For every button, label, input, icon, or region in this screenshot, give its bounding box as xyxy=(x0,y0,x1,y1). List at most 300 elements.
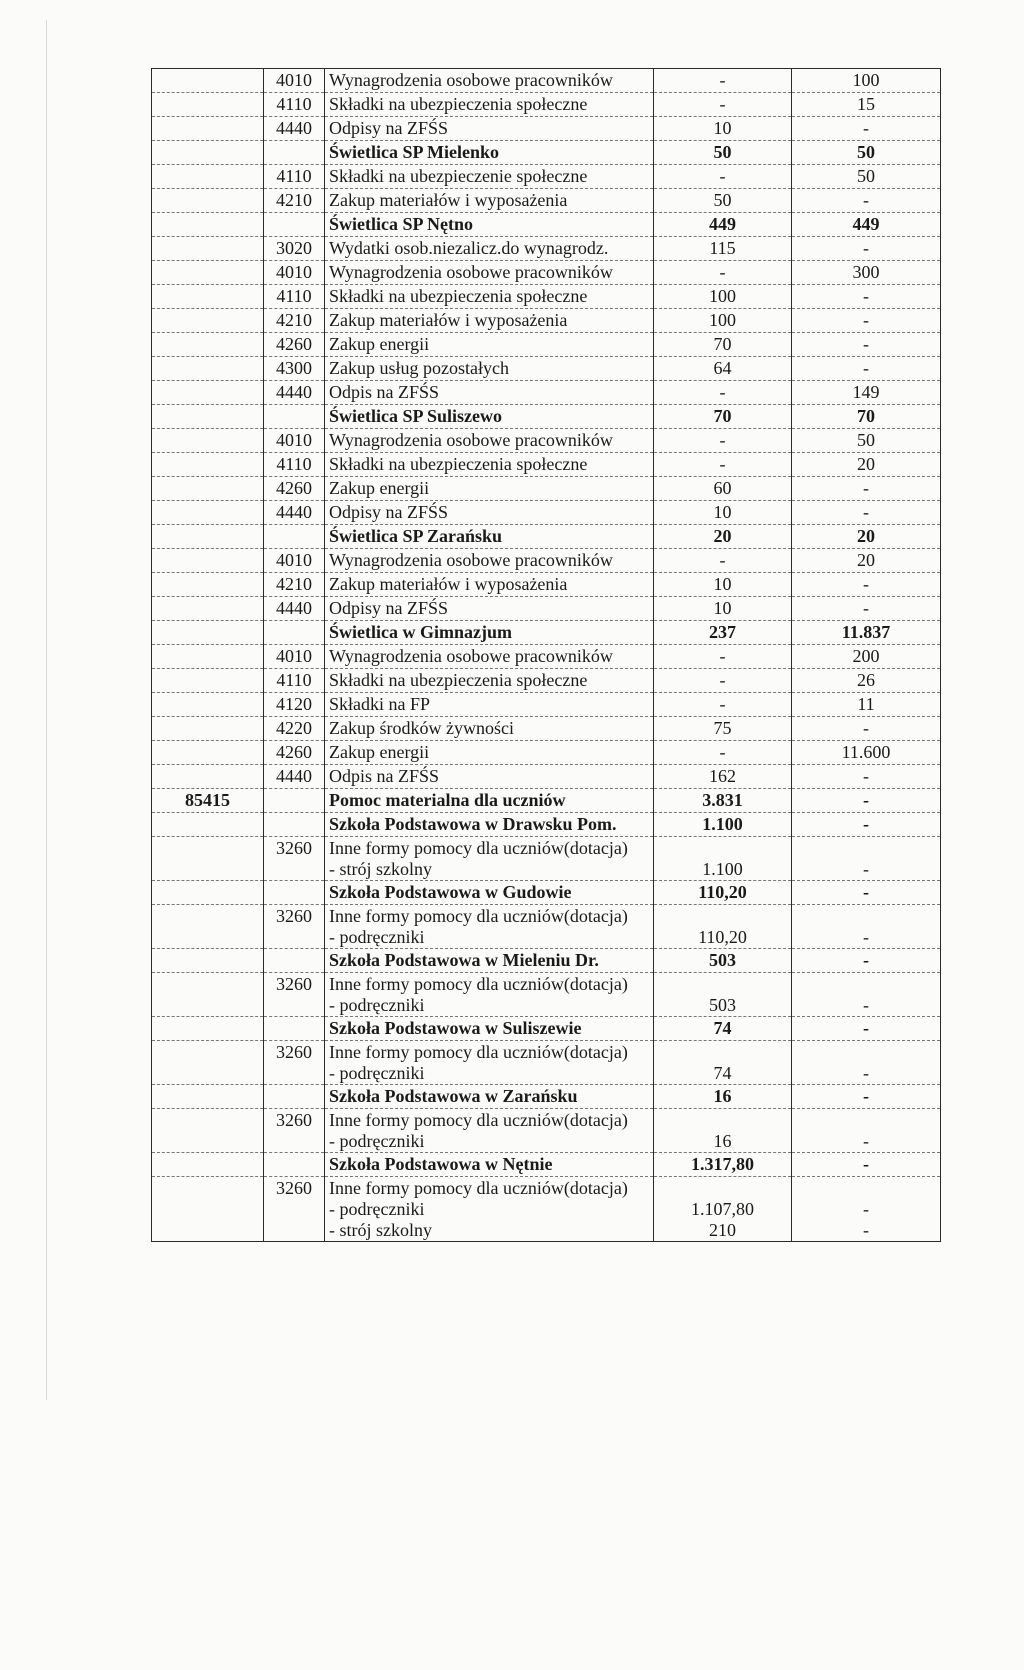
amount-cell-1-text xyxy=(658,974,787,995)
name-cell-text: Świetlica SP Suliszewo xyxy=(329,406,503,426)
name-cell-text: Składki na ubezpieczenia społeczne xyxy=(329,670,588,690)
paragraph-cell xyxy=(264,669,325,693)
amount-cell-2 xyxy=(792,813,941,837)
amount-cell-2 xyxy=(792,165,941,189)
name-cell-text: Zakup środków żywności xyxy=(329,718,514,738)
paragraph-cell xyxy=(264,1017,325,1041)
amount-cell-2 xyxy=(792,1085,941,1109)
name-cell xyxy=(325,693,654,717)
name-cell-text: Zakup energii xyxy=(329,334,430,354)
amount-cell-1-text: 50 xyxy=(713,190,732,210)
subtotal-row xyxy=(152,1017,941,1041)
paragraph-cell-text: 4260 xyxy=(276,478,312,498)
dzial-cell-text xyxy=(156,1110,259,1131)
table-row xyxy=(152,381,941,405)
dzial-cell-text xyxy=(156,142,259,163)
amount-cell-2 xyxy=(792,1109,941,1153)
subtotal-row xyxy=(152,213,941,237)
amount-cell-1 xyxy=(654,381,792,405)
dzial-cell xyxy=(152,381,264,405)
name-cell xyxy=(325,905,654,949)
amount-cell-1-text: 100 xyxy=(709,310,736,330)
dzial-cell-text xyxy=(156,310,259,331)
amount-cell-1 xyxy=(654,973,792,1017)
name-cell xyxy=(325,741,654,765)
paragraph-cell-text: 4210 xyxy=(276,190,312,210)
paragraph-cell xyxy=(264,1041,325,1085)
dzial-cell-text xyxy=(156,1042,259,1063)
paragraph-cell-text: 4440 xyxy=(276,118,312,138)
paragraph-cell-text: 3260 xyxy=(276,1110,312,1130)
dzial-cell xyxy=(152,69,264,93)
dzial-cell xyxy=(152,93,264,117)
amount-cell-1-text: 70 xyxy=(713,406,732,426)
paragraph-cell xyxy=(264,1177,325,1242)
dzial-cell xyxy=(152,881,264,905)
name-cell xyxy=(325,477,654,501)
paragraph-cell xyxy=(264,621,325,645)
budget-table-body xyxy=(152,69,941,1242)
amount-cell-2-text: 50 xyxy=(857,166,875,186)
name-cell xyxy=(325,813,654,837)
dzial-cell xyxy=(152,237,264,261)
name-cell-text: Wynagrodzenia osobowe pracowników xyxy=(329,430,613,450)
paragraph-cell-text: 4010 xyxy=(276,550,312,570)
amount-cell-2-text: - xyxy=(863,1154,869,1174)
amount-cell-1 xyxy=(654,813,792,837)
name-cell-text: Szkoła Podstawowa w Mieleniu Dr. xyxy=(329,950,599,970)
amount-cell-1 xyxy=(654,261,792,285)
amount-cell-1 xyxy=(654,645,792,669)
paragraph-cell xyxy=(264,285,325,309)
paragraph-cell xyxy=(264,429,325,453)
amount-cell-2 xyxy=(792,117,941,141)
paragraph-cell-text: 4210 xyxy=(276,574,312,594)
name-cell-text: Wydatki osob.niezalicz.do wynagrodz. xyxy=(329,238,609,258)
dzial-cell-text xyxy=(156,814,259,835)
paragraph-cell-text xyxy=(268,1018,320,1039)
name-cell xyxy=(325,669,654,693)
amount-cell-2 xyxy=(792,1041,941,1085)
amount-cell-2 xyxy=(792,333,941,357)
amount-cell-1-text: - xyxy=(719,454,726,474)
table-row xyxy=(152,429,941,453)
amount-cell-2-text: - xyxy=(863,118,869,138)
subtotal-row xyxy=(152,949,941,973)
paragraph-cell xyxy=(264,837,325,881)
dzial-cell-text xyxy=(156,358,259,379)
name-cell-text: Świetlica SP Zarańsku xyxy=(329,526,503,546)
dzial-cell xyxy=(152,357,264,381)
amount-cell-1-text: 10 xyxy=(713,574,732,594)
amount-cell-2-text: - xyxy=(863,1131,869,1151)
dzial-cell xyxy=(152,549,264,573)
name-cell-text: Szkoła Podstawowa w Gudowie xyxy=(329,882,572,902)
dzial-cell xyxy=(152,765,264,789)
amount-cell-2-text: - xyxy=(863,502,869,522)
table-row xyxy=(152,501,941,525)
name-cell-text: - podręczniki xyxy=(329,1063,425,1083)
table-row xyxy=(152,765,941,789)
dzial-cell xyxy=(152,309,264,333)
paragraph-cell-text: 4440 xyxy=(276,598,312,618)
table-row xyxy=(152,1177,941,1242)
subtotal-row xyxy=(152,141,941,165)
paragraph-cell xyxy=(264,525,325,549)
amount-cell-1 xyxy=(654,621,792,645)
amount-cell-2 xyxy=(792,525,941,549)
dzial-cell-text xyxy=(156,286,259,307)
amount-cell-1 xyxy=(654,549,792,573)
paragraph-cell xyxy=(264,1153,325,1177)
subtotal-row xyxy=(152,813,941,837)
amount-cell-2-text: - xyxy=(863,238,869,258)
paragraph-cell-text: 4010 xyxy=(276,430,312,450)
paragraph-cell xyxy=(264,309,325,333)
dzial-cell xyxy=(152,1109,264,1153)
amount-cell-2-text: 20 xyxy=(857,550,875,570)
amount-cell-1 xyxy=(654,405,792,429)
amount-cell-2-text: - xyxy=(863,334,869,354)
subtotal-row xyxy=(152,1085,941,1109)
amount-cell-1 xyxy=(654,1085,792,1109)
name-cell xyxy=(325,285,654,309)
dzial-cell-text xyxy=(156,190,259,211)
paragraph-cell xyxy=(264,189,325,213)
amount-cell-1-text: 60 xyxy=(713,478,732,498)
name-cell xyxy=(325,501,654,525)
paragraph-cell-text: 4440 xyxy=(276,766,312,786)
dzial-cell-text xyxy=(156,550,259,571)
amount-cell-1-text: - xyxy=(719,670,726,690)
name-cell xyxy=(325,69,654,93)
amount-cell-2-text xyxy=(796,974,936,995)
name-cell-text: Odpisy na ZFŚS xyxy=(329,502,449,522)
amount-cell-2 xyxy=(792,501,941,525)
paragraph-cell xyxy=(264,117,325,141)
name-cell xyxy=(325,1017,654,1041)
amount-cell-1-text: - xyxy=(719,694,726,714)
amount-cell-2-text: - xyxy=(863,927,869,947)
amount-cell-2-text: - xyxy=(863,358,869,378)
amount-cell-2-text: - xyxy=(863,190,869,210)
amount-cell-2-text: - xyxy=(863,1086,869,1106)
amount-cell-1 xyxy=(654,573,792,597)
amount-cell-1-text: 10 xyxy=(713,598,732,618)
amount-cell-1-text: 75 xyxy=(713,718,732,738)
amount-cell-2-text: - xyxy=(863,766,869,786)
name-cell-text: Zakup usług pozostałych xyxy=(329,358,509,378)
amount-cell-1 xyxy=(654,949,792,973)
dzial-cell xyxy=(152,717,264,741)
dzial-cell xyxy=(152,645,264,669)
name-cell-text: Szkoła Podstawowa w Nętnie xyxy=(329,1154,553,1174)
paragraph-cell-text xyxy=(268,1086,320,1107)
table-row xyxy=(152,333,941,357)
paragraph-cell xyxy=(264,405,325,429)
paragraph-cell-text: 4260 xyxy=(276,742,312,762)
amount-cell-1 xyxy=(654,213,792,237)
paragraph-cell-text: 4300 xyxy=(276,358,312,378)
paragraph-cell xyxy=(264,141,325,165)
page-edge-line xyxy=(46,20,47,1400)
amount-cell-2-text: - xyxy=(863,1199,869,1219)
dzial-cell xyxy=(152,453,264,477)
name-cell-text: Wynagrodzenia osobowe pracowników xyxy=(329,550,613,570)
table-row xyxy=(152,117,941,141)
dzial-cell-text xyxy=(156,718,259,739)
dzial-cell xyxy=(152,1017,264,1041)
name-cell xyxy=(325,949,654,973)
name-cell xyxy=(325,1153,654,1177)
amount-cell-2 xyxy=(792,381,941,405)
paragraph-cell-text xyxy=(268,882,320,903)
dzial-cell-text xyxy=(156,838,259,859)
name-cell-text: Inne formy pomocy dla uczniów(dotacja) xyxy=(329,1042,628,1062)
table-row xyxy=(152,597,941,621)
name-cell xyxy=(325,213,654,237)
dzial-cell xyxy=(152,285,264,309)
name-cell-text: Odpisy na ZFŚS xyxy=(329,598,449,618)
dzial-cell xyxy=(152,261,264,285)
name-cell-text: - strój szkolny xyxy=(329,1220,432,1240)
paragraph-cell xyxy=(264,881,325,905)
amount-cell-1-text: 1.100 xyxy=(702,814,743,834)
amount-cell-2-text xyxy=(796,1178,936,1199)
paragraph-cell xyxy=(264,597,325,621)
dzial-cell-text xyxy=(156,382,259,403)
amount-cell-2-text: 20 xyxy=(857,454,875,474)
paragraph-cell-text: 4110 xyxy=(276,286,312,306)
amount-cell-1-text: 20 xyxy=(713,526,732,546)
dzial-cell xyxy=(152,597,264,621)
paragraph-cell xyxy=(264,501,325,525)
amount-cell-1 xyxy=(654,285,792,309)
paragraph-cell xyxy=(264,765,325,789)
amount-cell-1 xyxy=(654,881,792,905)
amount-cell-1-text: 503 xyxy=(709,995,736,1015)
amount-cell-1 xyxy=(654,69,792,93)
paragraph-cell-text xyxy=(268,526,320,547)
table-row xyxy=(152,905,941,949)
amount-cell-2-text: - xyxy=(863,790,869,810)
dzial-cell xyxy=(152,1085,264,1109)
paragraph-cell-text xyxy=(268,622,320,643)
dzial-cell xyxy=(152,117,264,141)
amount-cell-1 xyxy=(654,1109,792,1153)
dzial-cell-text xyxy=(156,974,259,995)
amount-cell-1-text: - xyxy=(719,646,726,666)
amount-cell-2-text: 50 xyxy=(857,430,875,450)
table-row xyxy=(152,477,941,501)
amount-cell-2 xyxy=(792,881,941,905)
dzial-cell-text xyxy=(156,622,259,643)
paragraph-cell-text xyxy=(268,814,320,835)
amount-cell-2 xyxy=(792,213,941,237)
amount-cell-1-text: 237 xyxy=(709,622,736,642)
paragraph-cell xyxy=(264,333,325,357)
name-cell xyxy=(325,525,654,549)
amount-cell-2 xyxy=(792,189,941,213)
amount-cell-2-text: 50 xyxy=(857,142,875,162)
amount-cell-1 xyxy=(654,1153,792,1177)
name-cell-text: Składki na ubezpieczenia społeczne xyxy=(329,94,588,114)
amount-cell-2 xyxy=(792,597,941,621)
table-row xyxy=(152,453,941,477)
dzial-cell xyxy=(152,669,264,693)
amount-cell-2 xyxy=(792,309,941,333)
paragraph-cell xyxy=(264,1109,325,1153)
amount-cell-2 xyxy=(792,669,941,693)
amount-cell-2 xyxy=(792,237,941,261)
amount-cell-1-text: 74 xyxy=(713,1018,732,1038)
name-cell xyxy=(325,429,654,453)
amount-cell-2-text: - xyxy=(863,574,869,594)
table-row xyxy=(152,69,941,93)
amount-cell-2 xyxy=(792,949,941,973)
paragraph-cell-text: 3020 xyxy=(276,238,312,258)
name-cell-text: Świetlica SP Mielenko xyxy=(329,142,499,162)
name-cell-text: Zakup materiałów i wyposażenia xyxy=(329,574,568,594)
amount-cell-2 xyxy=(792,837,941,881)
amount-cell-2-text: - xyxy=(863,1220,869,1240)
name-cell xyxy=(325,765,654,789)
amount-cell-2-text: 11.600 xyxy=(841,742,891,762)
amount-cell-2-text: 149 xyxy=(852,382,880,402)
amount-cell-2-text: - xyxy=(863,598,869,618)
table-row xyxy=(152,645,941,669)
name-cell xyxy=(325,1177,654,1242)
amount-cell-2 xyxy=(792,905,941,949)
amount-cell-2-text: 449 xyxy=(852,214,880,234)
paragraph-cell-text: 4210 xyxy=(276,310,312,330)
amount-cell-2 xyxy=(792,93,941,117)
name-cell-text: Odpisy na ZFŚS xyxy=(329,118,449,138)
name-cell-text: Wynagrodzenia osobowe pracowników xyxy=(329,70,613,90)
amount-cell-2-text: 20 xyxy=(857,526,875,546)
dzial-cell xyxy=(152,333,264,357)
amount-cell-1-text: 1.317,80 xyxy=(691,1154,754,1174)
section-row xyxy=(152,789,941,813)
paragraph-cell xyxy=(264,905,325,949)
name-cell xyxy=(325,261,654,285)
amount-cell-2-text: - xyxy=(863,286,869,306)
table-row xyxy=(152,837,941,881)
amount-cell-2-text: - xyxy=(863,718,869,738)
dzial-cell-text xyxy=(156,166,259,187)
dzial-cell-text xyxy=(156,118,259,139)
amount-cell-1-text: 64 xyxy=(713,358,732,378)
dzial-cell-text xyxy=(156,1154,259,1175)
table-row xyxy=(152,165,941,189)
dzial-cell-text xyxy=(156,502,259,523)
paragraph-cell-text: 4010 xyxy=(276,262,312,282)
dzial-cell xyxy=(152,949,264,973)
paragraph-cell xyxy=(264,93,325,117)
amount-cell-1-text: 110,20 xyxy=(698,882,747,902)
amount-cell-2 xyxy=(792,357,941,381)
name-cell xyxy=(325,1109,654,1153)
dzial-cell-text xyxy=(156,430,259,451)
amount-cell-2 xyxy=(792,741,941,765)
amount-cell-1-text: 110,20 xyxy=(698,927,747,947)
amount-cell-1-text: - xyxy=(719,94,726,114)
table-row xyxy=(152,741,941,765)
paragraph-cell xyxy=(264,813,325,837)
dzial-cell xyxy=(152,189,264,213)
amount-cell-1-text: - xyxy=(719,430,726,450)
amount-cell-1-text: - xyxy=(719,262,726,282)
table-row xyxy=(152,669,941,693)
amount-cell-1 xyxy=(654,309,792,333)
paragraph-cell-text: 4220 xyxy=(276,718,312,738)
amount-cell-2 xyxy=(792,1153,941,1177)
table-row xyxy=(152,237,941,261)
name-cell xyxy=(325,189,654,213)
amount-cell-2 xyxy=(792,621,941,645)
amount-cell-1-text: 10 xyxy=(713,118,732,138)
amount-cell-1-text xyxy=(658,1178,787,1199)
dzial-cell-text xyxy=(156,694,259,715)
name-cell xyxy=(325,357,654,381)
paragraph-cell-text: 4440 xyxy=(276,502,312,522)
paragraph-cell-text: 4110 xyxy=(276,166,312,186)
budget-table xyxy=(151,68,941,1242)
amount-cell-2-text: 70 xyxy=(857,406,875,426)
paragraph-cell-text: 4110 xyxy=(276,94,312,114)
table-row xyxy=(152,357,941,381)
dzial-cell xyxy=(152,1153,264,1177)
paragraph-cell xyxy=(264,213,325,237)
name-cell-text: Odpis na ZFŚS xyxy=(329,382,440,402)
subtotal-row xyxy=(152,525,941,549)
name-cell-text: Świetlica w Gimnazjum xyxy=(329,622,512,642)
amount-cell-2 xyxy=(792,973,941,1017)
amount-cell-1-text: 115 xyxy=(709,238,736,258)
amount-cell-2-text: - xyxy=(863,814,869,834)
dzial-cell-text xyxy=(156,334,259,355)
amount-cell-2 xyxy=(792,141,941,165)
paragraph-cell xyxy=(264,453,325,477)
amount-cell-1 xyxy=(654,1017,792,1041)
dzial-cell-text xyxy=(156,766,259,787)
amount-cell-1-text: - xyxy=(719,70,726,90)
name-cell xyxy=(325,789,654,813)
amount-cell-1-text: - xyxy=(719,550,726,570)
name-cell-text: - strój szkolny xyxy=(329,859,432,879)
name-cell-text: Wynagrodzenia osobowe pracowników xyxy=(329,646,613,666)
name-cell xyxy=(325,837,654,881)
table-row xyxy=(152,93,941,117)
name-cell-text: Pomoc materialna dla uczniów xyxy=(329,790,566,810)
dzial-cell-text xyxy=(156,742,259,763)
dzial-cell-text xyxy=(156,1178,259,1199)
amount-cell-2-text: 300 xyxy=(852,262,880,282)
subtotal-row xyxy=(152,881,941,905)
dzial-cell-text xyxy=(156,262,259,283)
amount-cell-1-text: 449 xyxy=(709,214,736,234)
paragraph-cell xyxy=(264,477,325,501)
dzial-cell-text xyxy=(156,598,259,619)
name-cell-text: Składki na FP xyxy=(329,694,431,714)
name-cell xyxy=(325,573,654,597)
amount-cell-2-text: 26 xyxy=(857,670,875,690)
amount-cell-2-text xyxy=(796,1110,936,1131)
dzial-cell xyxy=(152,837,264,881)
name-cell-text: Szkoła Podstawowa w Drawsku Pom. xyxy=(329,814,617,834)
name-cell xyxy=(325,309,654,333)
dzial-cell-text xyxy=(156,906,259,927)
